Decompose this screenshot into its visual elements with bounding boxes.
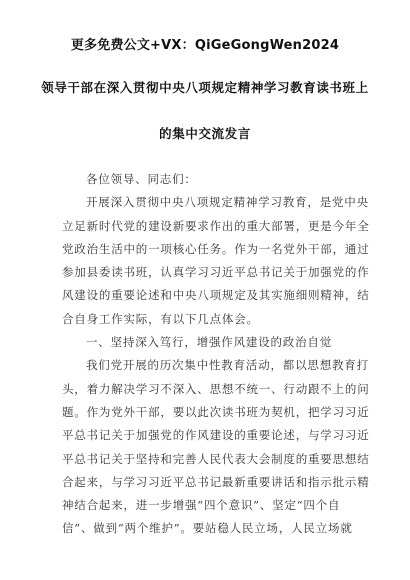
body-line: 头，着力解决学习不深入、思想不统一、行动跟不上的问 bbox=[62, 381, 370, 396]
document-title-line-2: 的集中交流发言 bbox=[159, 126, 251, 141]
body-line: 我们党开展的历次集中性教育活动，都以思想教育打 bbox=[86, 358, 369, 373]
body-line: 合自身工作实际，有以下几点体会。 bbox=[62, 311, 259, 326]
promo-header: 更多免费公文+VX：QiGeGongWen2024 bbox=[70, 38, 340, 53]
body-line: 信”、做到“两个维护”。要站稳人民立场，人民立场就 bbox=[62, 521, 353, 536]
salutation-line: 各位领导、同志们： bbox=[86, 172, 197, 186]
body-line: 风建设的重要论述和中央八项规定及其实施细则精神，结 bbox=[62, 288, 370, 303]
body-line: 合起来，与学习习近平总书记最新重要讲话和指示批示精 bbox=[62, 474, 370, 489]
body-line: 立足新时代党的建设新要求作出的重大部署，更是今年全 bbox=[62, 218, 370, 233]
body-line: 平总书记关于加强党的作风建设的重要论述，与学习习近 bbox=[62, 428, 370, 443]
body-line: 题。作为党外干部，要以此次读书班为契机，把学习习近 bbox=[62, 404, 370, 419]
body-line: 开展深入贯彻中央八项规定精神学习教育，是党中央 bbox=[86, 195, 369, 210]
body-line: 党政治生活中的一项核心任务。作为一名党外干部，通过 bbox=[62, 241, 370, 256]
body-line: 平总书记关于坚持和完善人民代表大会制度的重要思想结 bbox=[62, 451, 370, 466]
section-heading-line: 一、坚持深入笃行，增强作风建设的政治自觉 bbox=[86, 335, 332, 350]
document-body bbox=[62, 168, 370, 541]
body-line: 参加县委读书班，认真学习习近平总书记关于加强党的作 bbox=[62, 265, 370, 280]
document-title-line-1: 领导干部在深入贯彻中央八项规定精神学习教育读书班上 bbox=[41, 80, 369, 95]
body-line: 神结合起来，进一步增强“四个意识”、坚定“四个自 bbox=[62, 498, 341, 513]
